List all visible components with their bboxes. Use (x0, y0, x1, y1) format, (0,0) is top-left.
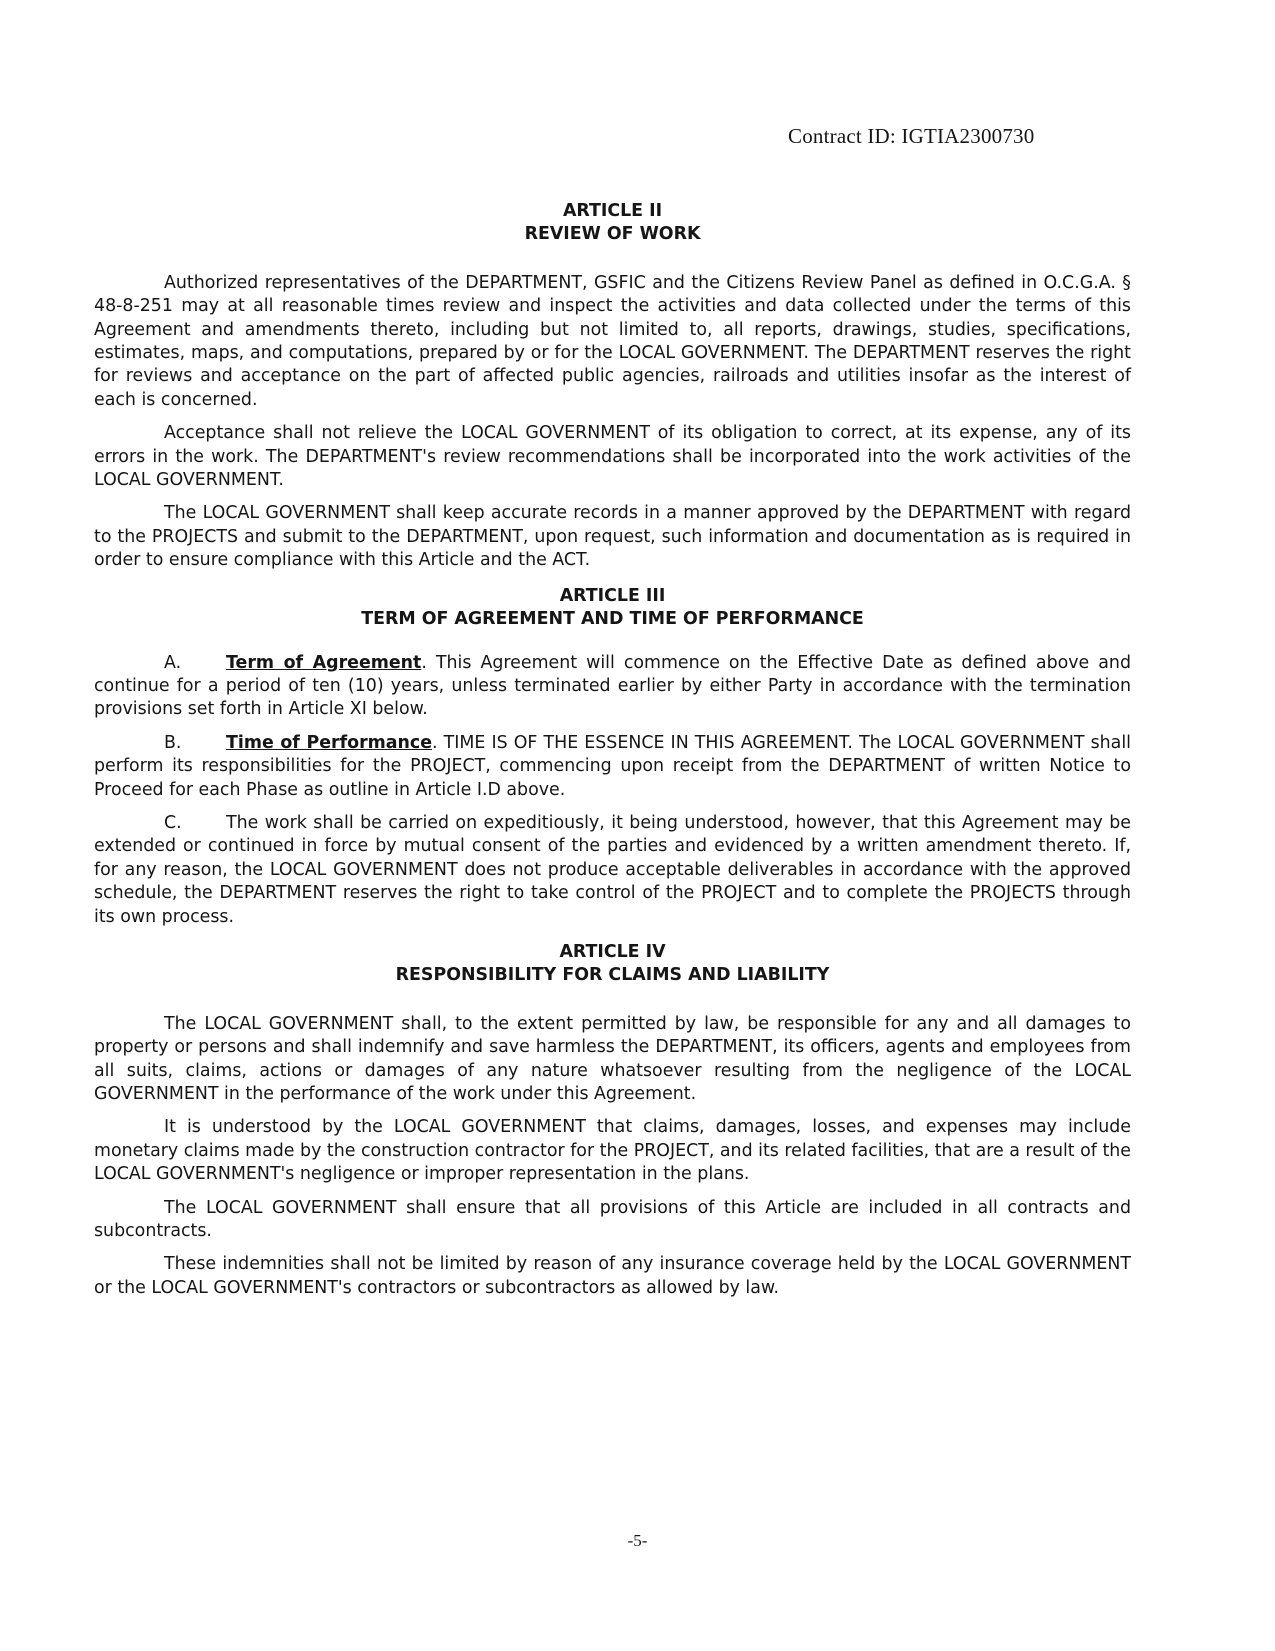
item-b-letter: B. (164, 732, 182, 753)
article-ii-heading: ARTICLE II (562, 201, 663, 221)
article-iv-title: RESPONSIBILITY FOR CLAIMS AND LIABILITY (395, 965, 830, 986)
item-a-text: . This Agreement will commence on the Effective Date as defined above and continue for a period of ten (10) years, unless terminated earlier by either Party in accordance with the termination provisions set forth in Article XI below. (94, 652, 1131, 720)
item-a-heading: Term of Agreement (226, 652, 422, 673)
article-iii-header (94, 585, 1131, 632)
article-iii-heading: ARTICLE III (559, 585, 666, 606)
article-iii-title: TERM OF AGREEMENT AND TIME OF PERFORMANCE (361, 609, 864, 630)
article-ii-paragraph-3: The LOCAL GOVERNMENT shall keep accurate records in a manner approved by the DEPARTMENT with regard to the PROJECTS and submit to the DEPARTMENT, upon request, such information and documentation as is required in order to ensure compliance with this Article and the ACT. (94, 503, 1131, 571)
article-ii-paragraph-2: Acceptance shall not relieve the LOCAL GOVERNMENT of its obligation to correct, at its expense, any of its errors in the work. The DEPARTMENT's review recommendations shall be incorporated into the work activities of the LOCAL GOVERNMENT. (94, 423, 1131, 491)
item-c-letter: C. (164, 812, 182, 833)
item-a-letter: A. (164, 652, 182, 673)
article-iv-heading: ARTICLE IV (559, 941, 666, 962)
article-iv-paragraph-3: The LOCAL GOVERNMENT shall ensure that all provisions of this Article are included in all contracts and subcontracts. (94, 1197, 1131, 1242)
item-b-text: . TIME IS OF THE ESSENCE IN THIS AGREEMENT. The LOCAL GOVERNMENT shall perform its responsibilities for the PROJECT, commencing upon receipt from the DEPARTMENT of written Notice to Proceed for each Phase as outline in Article I.D above. (94, 732, 1131, 800)
item-c-text: The work shall be carried on expeditiously, it being understood, however, that this Agreement may be extended or continued in force by mutual consent of the parties and evidenced by a written amendment thereto. If, for any reason, the LOCAL GOVERNMENT does not produce acceptable deliverables in accordance with the approved schedule, the DEPARTMENT reserves the right to take control of the PROJECT and to complete the PROJECTS through its own process. (94, 812, 1131, 927)
article-iv-paragraph-4: These indemnities shall not be limited by reason of any insurance coverage held by the LOCAL GOVERNMENT or the LOCAL GOVERNMENT's contractors or subcontractors as allowed by law. (94, 1254, 1131, 1298)
item-b-heading: Time of Performance (226, 732, 433, 753)
article-iii-item-c (94, 812, 1131, 929)
article-ii-header (94, 200, 1131, 247)
page-number: -5- (627, 1531, 648, 1550)
article-iii-item-b (94, 732, 1131, 802)
contract-id: Contract ID: IGTIA2300730 (788, 124, 1035, 148)
article-iv-header (94, 941, 1131, 988)
article-iv-paragraph-1: The LOCAL GOVERNMENT shall, to the extent permitted by law, be responsible for any and all damages to property or persons and shall indemnify and save harmless the DEPARTMENT, its officers, agents and employees from all suits, claims, actions or damages of any nature whatsoever resulting from the negligence of the LOCAL GOVERNMENT in the performance of the work under this Agreement. (94, 1013, 1131, 1104)
document-body (94, 200, 1131, 1300)
article-ii-title: REVIEW OF WORK (524, 224, 701, 245)
article-ii-paragraph-1: Authorized representatives of the DEPARTMENT, GSFIC and the Citizens Review Panel as defined in O.C.G.A. § 48-8-251 may at all reasonable times review and inspect the activities and data collected under the terms of this Agreement and amendments thereto, including but not limited to, all reports, drawings, studies, specifications, estimates, maps, and computations, prepared by or for the LOCAL GOVERNMENT. The DEPARTMENT reserves the right for reviews and acceptance on the part of affected public agencies, railroads and utilities insofar as the interest of each is concerned. (94, 272, 1131, 410)
article-iii-item-a (94, 652, 1131, 722)
article-iv-paragraph-2: It is understood by the LOCAL GOVERNMENT that claims, damages, losses, and expenses may include monetary claims made by the construction contractor for the PROJECT, and its related facilities, that are a result of the LOCAL GOVERNMENT's negligence or improper representation in the plans. (94, 1117, 1131, 1185)
